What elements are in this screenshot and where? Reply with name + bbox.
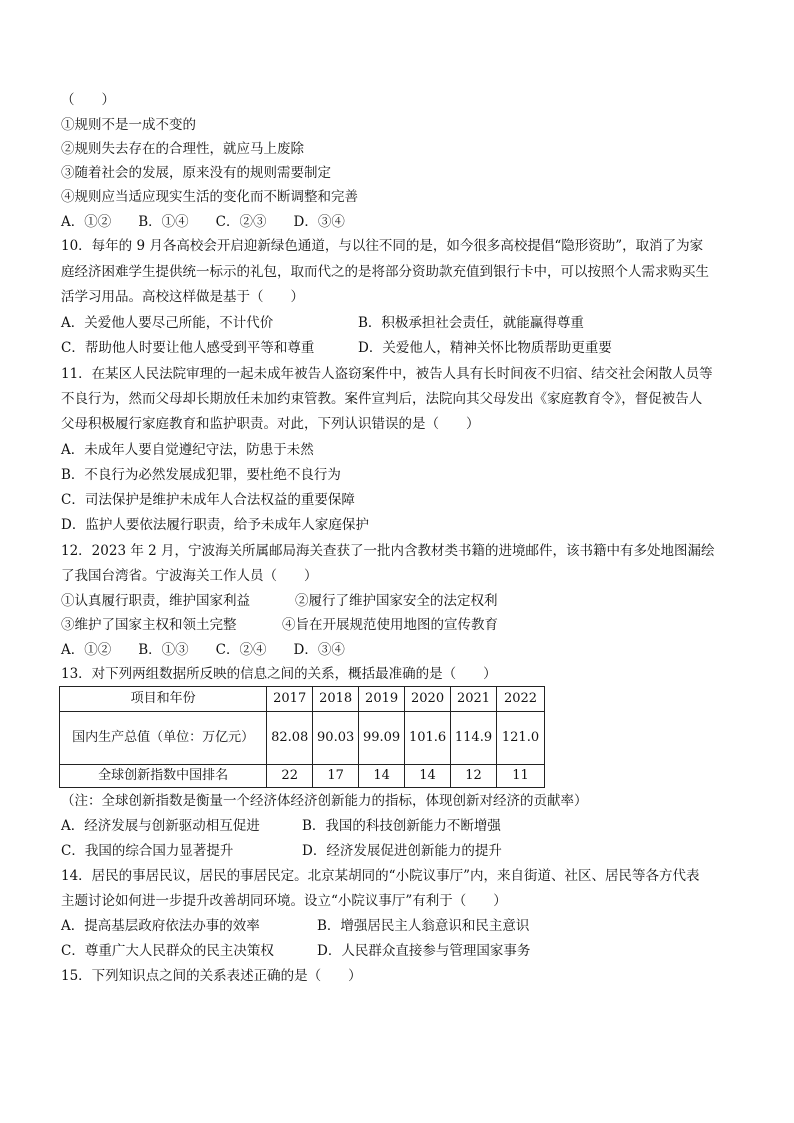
table-row-gdp (60, 712, 545, 765)
q14-option-c: C．尊重广大人民群众的民主决策权 (61, 943, 274, 959)
table-cell: 99.09 (359, 712, 405, 765)
table-header-cell: 2022 (496, 687, 544, 712)
q14-option-a: A．提高基层政府依法办事的效率 (61, 918, 260, 934)
q10-option-b: B．积极承担社会责任，就能赢得尊重 (358, 315, 584, 331)
table-cell: 国内生产总值（单位：万亿元） (60, 712, 267, 765)
table-header-row (60, 687, 545, 712)
table-header-cell: 2020 (405, 687, 451, 712)
table-cell: 22 (267, 765, 313, 788)
q12-statement-1: ①认真履行职责，维护国家利益 (61, 593, 250, 609)
q15-stem: 15．下列知识点之间的关系表述正确的是（ ） (61, 968, 362, 984)
q14-stem-line-2: 主题讨论如何进一步提升改善胡同环境。设立“小院议事厅”有利于（ ） (61, 893, 507, 909)
q11-option-c: C．司法保护是维护未成年人合法权益的重要保障 (61, 492, 355, 508)
q11-stem-line-2: 不良行为，然而父母却长期放任未加约束管教。案件宣判后，法院向其父母发出《家庭教育令》，督促被告人 (61, 391, 703, 407)
q9-statement-1: ①规则不是一成不变的 (61, 117, 196, 133)
table-header-cell: 2019 (359, 687, 405, 712)
q10-stem-line-2: 庭经济困难学生提供统一标示的礼包，取而代之的是将部分资助款充值到银行卡中，可以按照个人需求购买生 (61, 264, 709, 280)
q12-statement-4: ④旨在开展规范使用地图的宣传教育 (282, 617, 498, 633)
q13-option-a: A．经济发展与创新驱动相互促进 (61, 818, 260, 834)
table-header-cell: 2017 (267, 687, 313, 712)
table-cell: 90.03 (313, 712, 359, 765)
table-cell: 121.0 (496, 712, 544, 765)
table-cell: 82.08 (267, 712, 313, 765)
table-cell: 12 (451, 765, 497, 788)
table-cell: 11 (496, 765, 544, 788)
q13-option-c: C．我国的综合国力显著提升 (61, 843, 234, 859)
q11-stem-line-1: 11．在某区人民法院审理的一起未成年被告人盗窃案件中，被告人具有长时间夜不归宿、结交社会闲散人员等 (61, 366, 713, 382)
table-cell: 101.6 (405, 712, 451, 765)
q10-option-d: D．关爱他人，精神关怀比物质帮助更重要 (358, 340, 612, 356)
q10-option-a: A．关爱他人要尽己所能，不计代价 (61, 315, 274, 331)
table-header-cell: 项目和年份 (60, 687, 267, 712)
q13-option-b: B．我国的科技创新能力不断增强 (302, 818, 501, 834)
table-cell: 17 (313, 765, 359, 788)
q9-statement-2: ②规则失去存在的合理性，就应马上废除 (61, 141, 304, 157)
q9-statement-3: ③随着社会的发展，原来没有的规则需要制定 (61, 165, 331, 181)
data-table (59, 686, 545, 788)
table-header-cell: 2018 (313, 687, 359, 712)
q12-statement-2: ②履行了维护国家安全的法定权利 (295, 593, 498, 609)
table-cell: 14 (405, 765, 451, 788)
q14-option-b: B．增强居民主人翁意识和民主意识 (317, 918, 530, 934)
q12-options: A．①② B．①③ C．②④ D．③④ (61, 642, 345, 658)
q11-option-d: D．监护人要依法履行职责，给予未成年人家庭保护 (61, 517, 369, 533)
q14-stem-line-1: 14．居民的事居民议，居民的事居民定。北京某胡同的“小院议事厅”内，来自街道、社区、居民等各方代表 (61, 868, 700, 884)
q10-option-c: C．帮助他人时要让他人感受到平等和尊重 (61, 340, 315, 356)
q10-stem-line-1: 10．每年的 9 月各高校会开启迎新绿色通道，与以往不同的是，如今很多高校提倡“隐形资助”，取消了为家 (61, 238, 704, 254)
q13-stem: 13．对下列两组数据所反映的信息之间的关系，概括最准确的是（ ） (61, 666, 497, 682)
table-row-rank (60, 765, 545, 788)
q9-statement-4: ④规则应当适应现实生活的变化而不断调整和完善 (61, 189, 358, 205)
table-cell: 114.9 (451, 712, 497, 765)
table-cell: 全球创新指数中国排名 (60, 765, 267, 788)
q9-options: A．①② B．①④ C．②③ D．③④ (61, 214, 345, 230)
q13-option-d: D．经济发展促进创新能力的提升 (302, 843, 502, 859)
table-cell: 14 (359, 765, 405, 788)
q10-stem-line-3: 活学习用品。高校这样做是基于（ ） (61, 289, 304, 305)
q14-option-d: D．人民群众直接参与管理国家事务 (317, 943, 531, 959)
q9-answer-paren: （ ） (61, 92, 115, 108)
q11-option-b: B．不良行为必然发展成犯罪，要杜绝不良行为 (61, 467, 341, 483)
q11-stem-line-3: 父母积极履行家庭教育和监护职责。对此，下列认识错误的是（ ） (61, 416, 480, 432)
q13-note: （注：全球创新指数是衡量一个经济体经济创新能力的指标，体现创新对经济的贡献率） (61, 793, 588, 809)
table-header-cell: 2021 (451, 687, 497, 712)
q12-statement-3: ③维护了国家主权和领土完整 (61, 617, 237, 633)
q11-option-a: A．未成年人要自觉遵纪守法，防患于未然 (61, 442, 314, 458)
q12-stem-line-1: 12．2023 年 2 月，宁波海关所属邮局海关查获了一批内含教材类书籍的进境邮件，该书籍中有多处地图漏绘 (61, 543, 715, 559)
q12-stem-line-2: 了我国台湾省。宁波海关工作人员（ ） (61, 568, 318, 584)
